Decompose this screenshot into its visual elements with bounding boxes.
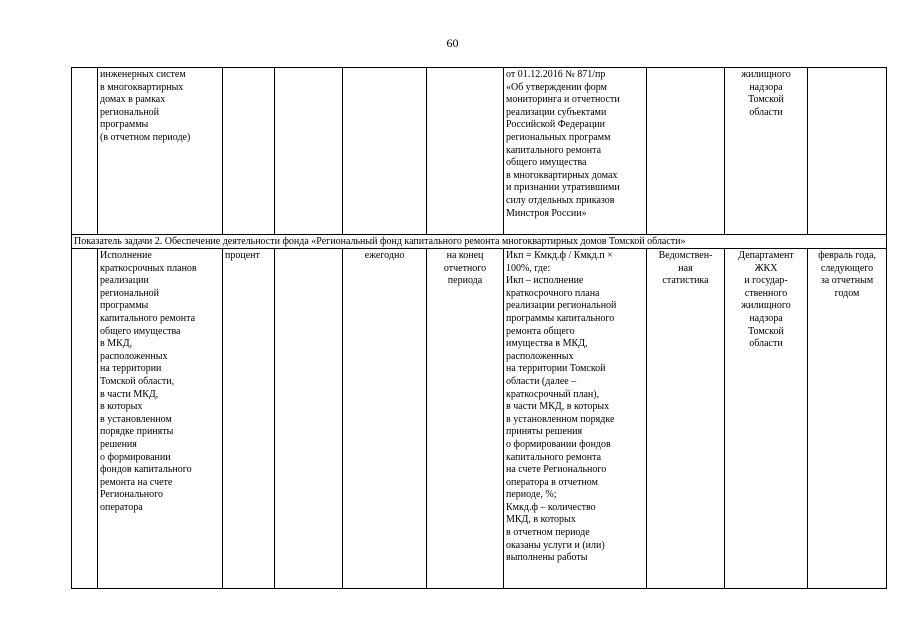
cell-deadline (808, 68, 887, 235)
cell-num (72, 68, 98, 235)
page-number: 60 (446, 36, 459, 50)
cell-col4 (275, 68, 343, 235)
cell-source (647, 68, 725, 235)
cell-deadline: февраль года, следующего за отчетным годом (808, 249, 887, 589)
table-row-continuation (72, 68, 887, 235)
cell-basis (427, 68, 504, 235)
task-header: Показатель задачи 2. Обеспечение деятельности фонда «Региональный фонд капитального ремонта многоквартирных домов Томской области» (72, 235, 887, 249)
indicators-table (71, 67, 887, 589)
cell-periodicity (343, 68, 427, 235)
cell-periodicity: ежегодно (343, 249, 427, 589)
cell-method: от 01.12.2016 № 871/пр «Об утверждении форм мониторинга и отчетности реализации субъектами Российской Федерации региональных программ капитального ремонта общего имущества в многоквартирных домах и признании утратившими силу отдельных приказов Минстроя России» (504, 68, 647, 235)
cell-unit (223, 68, 275, 235)
table-row-indicator (72, 249, 887, 589)
cell-responsible: Департамент ЖКХ и государ- ственного жилищного надзора Томской области (725, 249, 808, 589)
cell-num (72, 249, 98, 589)
cell-unit: процент (223, 249, 275, 589)
cell-indicator: инженерных систем в многоквартирных домах в рамках региональной программы (в отчетном периоде) (98, 68, 223, 235)
cell-source: Ведомствен- ная статистика (647, 249, 725, 589)
cell-responsible: жилищного надзора Томской области (725, 68, 808, 235)
cell-method: Икп = Кмкд.ф / Кмкд.п × 100%, где: Икп – исполнение краткосрочного плана реализации региональной программы капитального ремонта общего имущества в МКД, расположенных на территории Томской области (далее – краткосрочный план), в части МКД, в которых в установленном порядке приняты решения о формировании фондов капитального ремонта на счете Регионального оператора в отчетном периоде, %; Кмкд.ф – количество МКД, в которых в отчетном периоде оказаны услуги и (или) выполнены работы (504, 249, 647, 589)
cell-indicator: Исполнение краткосрочных планов реализации региональной программы капитального ремонта общего имущества в МКД, расположенных на территории Томской области, в части МКД, в которых в установленном порядке приняты решения о формировании фондов капитального ремонта на счете Регионального оператора (98, 249, 223, 589)
table-row-task-header (72, 235, 887, 249)
cell-col4 (275, 249, 343, 589)
cell-basis: на конец отчетного периода (427, 249, 504, 589)
